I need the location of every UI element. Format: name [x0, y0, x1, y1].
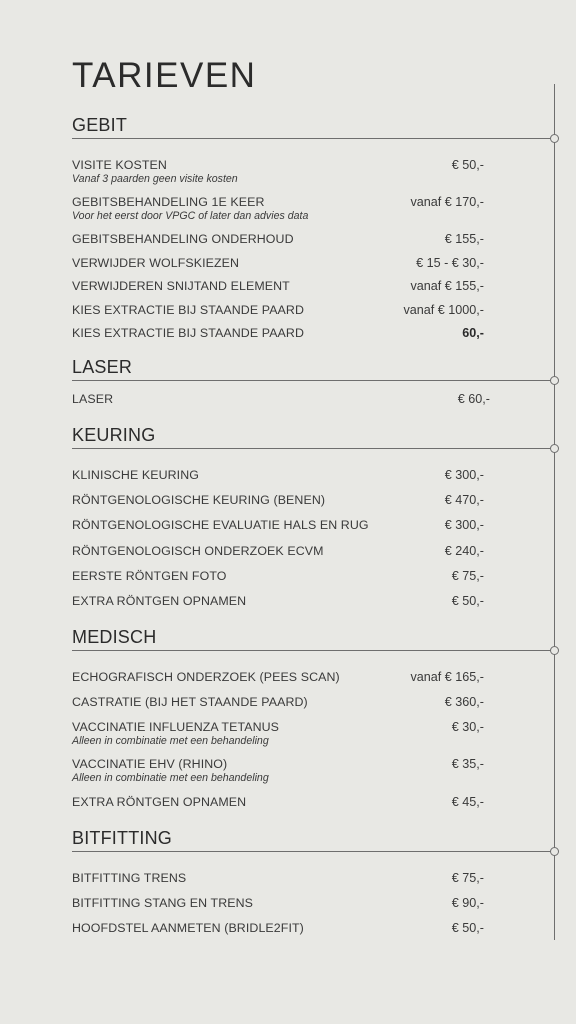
item-name: VACCINATIE EHV (RHINO)	[72, 757, 228, 771]
item-name: VERWIJDEREN SNIJTAND ELEMENT	[72, 279, 290, 293]
item-note: Alleen in combinatie met een behandeling	[72, 735, 269, 747]
item-price: vanaf € 165,-	[410, 670, 484, 684]
item-price: € 15 - € 30,-	[416, 256, 484, 270]
item-note: Voor het eerst door VPGC of later dan advies data	[72, 210, 309, 222]
item-name: GEBITSBEHANDELING 1E KEER	[72, 195, 265, 209]
item-price: € 75,-	[451, 871, 484, 885]
item-price: € 470,-	[444, 493, 484, 507]
item-price: € 155,-	[444, 232, 484, 246]
page-title: TARIEVEN	[72, 56, 257, 95]
section-divider	[72, 650, 554, 651]
item-name: BITFITTING STANG EN TRENS	[72, 896, 254, 910]
timeline-dot-icon	[550, 134, 559, 143]
item-name: KLINISCHE KEURING	[72, 468, 200, 482]
section-title: MEDISCH	[72, 627, 157, 647]
item-price: 60,-	[462, 326, 484, 340]
section-title: LASER	[72, 357, 133, 377]
section-divider	[72, 380, 554, 381]
item-price: vanaf € 155,-	[410, 279, 484, 293]
item-price: € 50,-	[451, 921, 484, 935]
item-price: € 360,-	[444, 695, 484, 709]
section-title: KEURING	[72, 425, 156, 445]
vertical-timeline-line	[554, 84, 555, 940]
item-name: HOOFDSTEL AANMETEN (BRIDLE2FIT)	[72, 921, 304, 935]
item-note: Alleen in combinatie met een behandeling	[72, 772, 269, 784]
item-note: Vanaf 3 paarden geen visite kosten	[72, 173, 238, 185]
item-name: VERWIJDER WOLFSKIEZEN	[72, 256, 240, 270]
item-price: € 50,-	[451, 158, 484, 172]
item-price: € 75,-	[451, 569, 484, 583]
item-name: RÖNTGENOLOGISCH ONDERZOEK ECVM	[72, 544, 324, 558]
item-name: GEBITSBEHANDELING ONDERHOUD	[72, 232, 294, 246]
item-name: RÖNTGENOLOGISCHE KEURING (BENEN)	[72, 493, 326, 507]
section-divider	[72, 448, 554, 449]
item-price: € 300,-	[444, 518, 484, 532]
item-price: € 60,-	[457, 392, 490, 406]
item-name: LASER	[72, 392, 114, 406]
timeline-dot-icon	[550, 847, 559, 856]
item-name: EERSTE RÖNTGEN FOTO	[72, 569, 227, 583]
item-price: € 300,-	[444, 468, 484, 482]
item-name: EXTRA RÖNTGEN OPNAMEN	[72, 795, 247, 809]
item-name: KIES EXTRACTIE BIJ STAANDE PAARD	[72, 303, 305, 317]
item-name: VACCINATIE INFLUENZA TETANUS	[72, 720, 280, 734]
timeline-dot-icon	[550, 646, 559, 655]
section-divider	[72, 851, 554, 852]
item-price: € 90,-	[451, 896, 484, 910]
item-price: € 35,-	[451, 757, 484, 771]
timeline-dot-icon	[550, 444, 559, 453]
section-divider	[72, 138, 554, 139]
section-title: BITFITTING	[72, 828, 172, 848]
section-title: GEBIT	[72, 115, 128, 135]
item-price: € 240,-	[444, 544, 484, 558]
item-name: RÖNTGENOLOGISCHE EVALUATIE HALS EN RUG	[72, 518, 369, 532]
item-price: € 50,-	[451, 594, 484, 608]
item-price: vanaf € 170,-	[410, 195, 484, 209]
timeline-dot-icon	[550, 376, 559, 385]
item-price: vanaf € 1000,-	[403, 303, 484, 317]
item-price: € 30,-	[451, 720, 484, 734]
item-name: BITFITTING TRENS	[72, 871, 187, 885]
item-name: VISITE KOSTEN	[72, 158, 167, 172]
item-price: € 45,-	[451, 795, 484, 809]
item-name: CASTRATIE (BIJ HET STAANDE PAARD)	[72, 695, 308, 709]
item-name: KIES EXTRACTIE BIJ STAANDE PAARD	[72, 326, 305, 340]
item-name: EXTRA RÖNTGEN OPNAMEN	[72, 594, 247, 608]
item-name: ECHOGRAFISCH ONDERZOEK (PEES SCAN)	[72, 670, 340, 684]
